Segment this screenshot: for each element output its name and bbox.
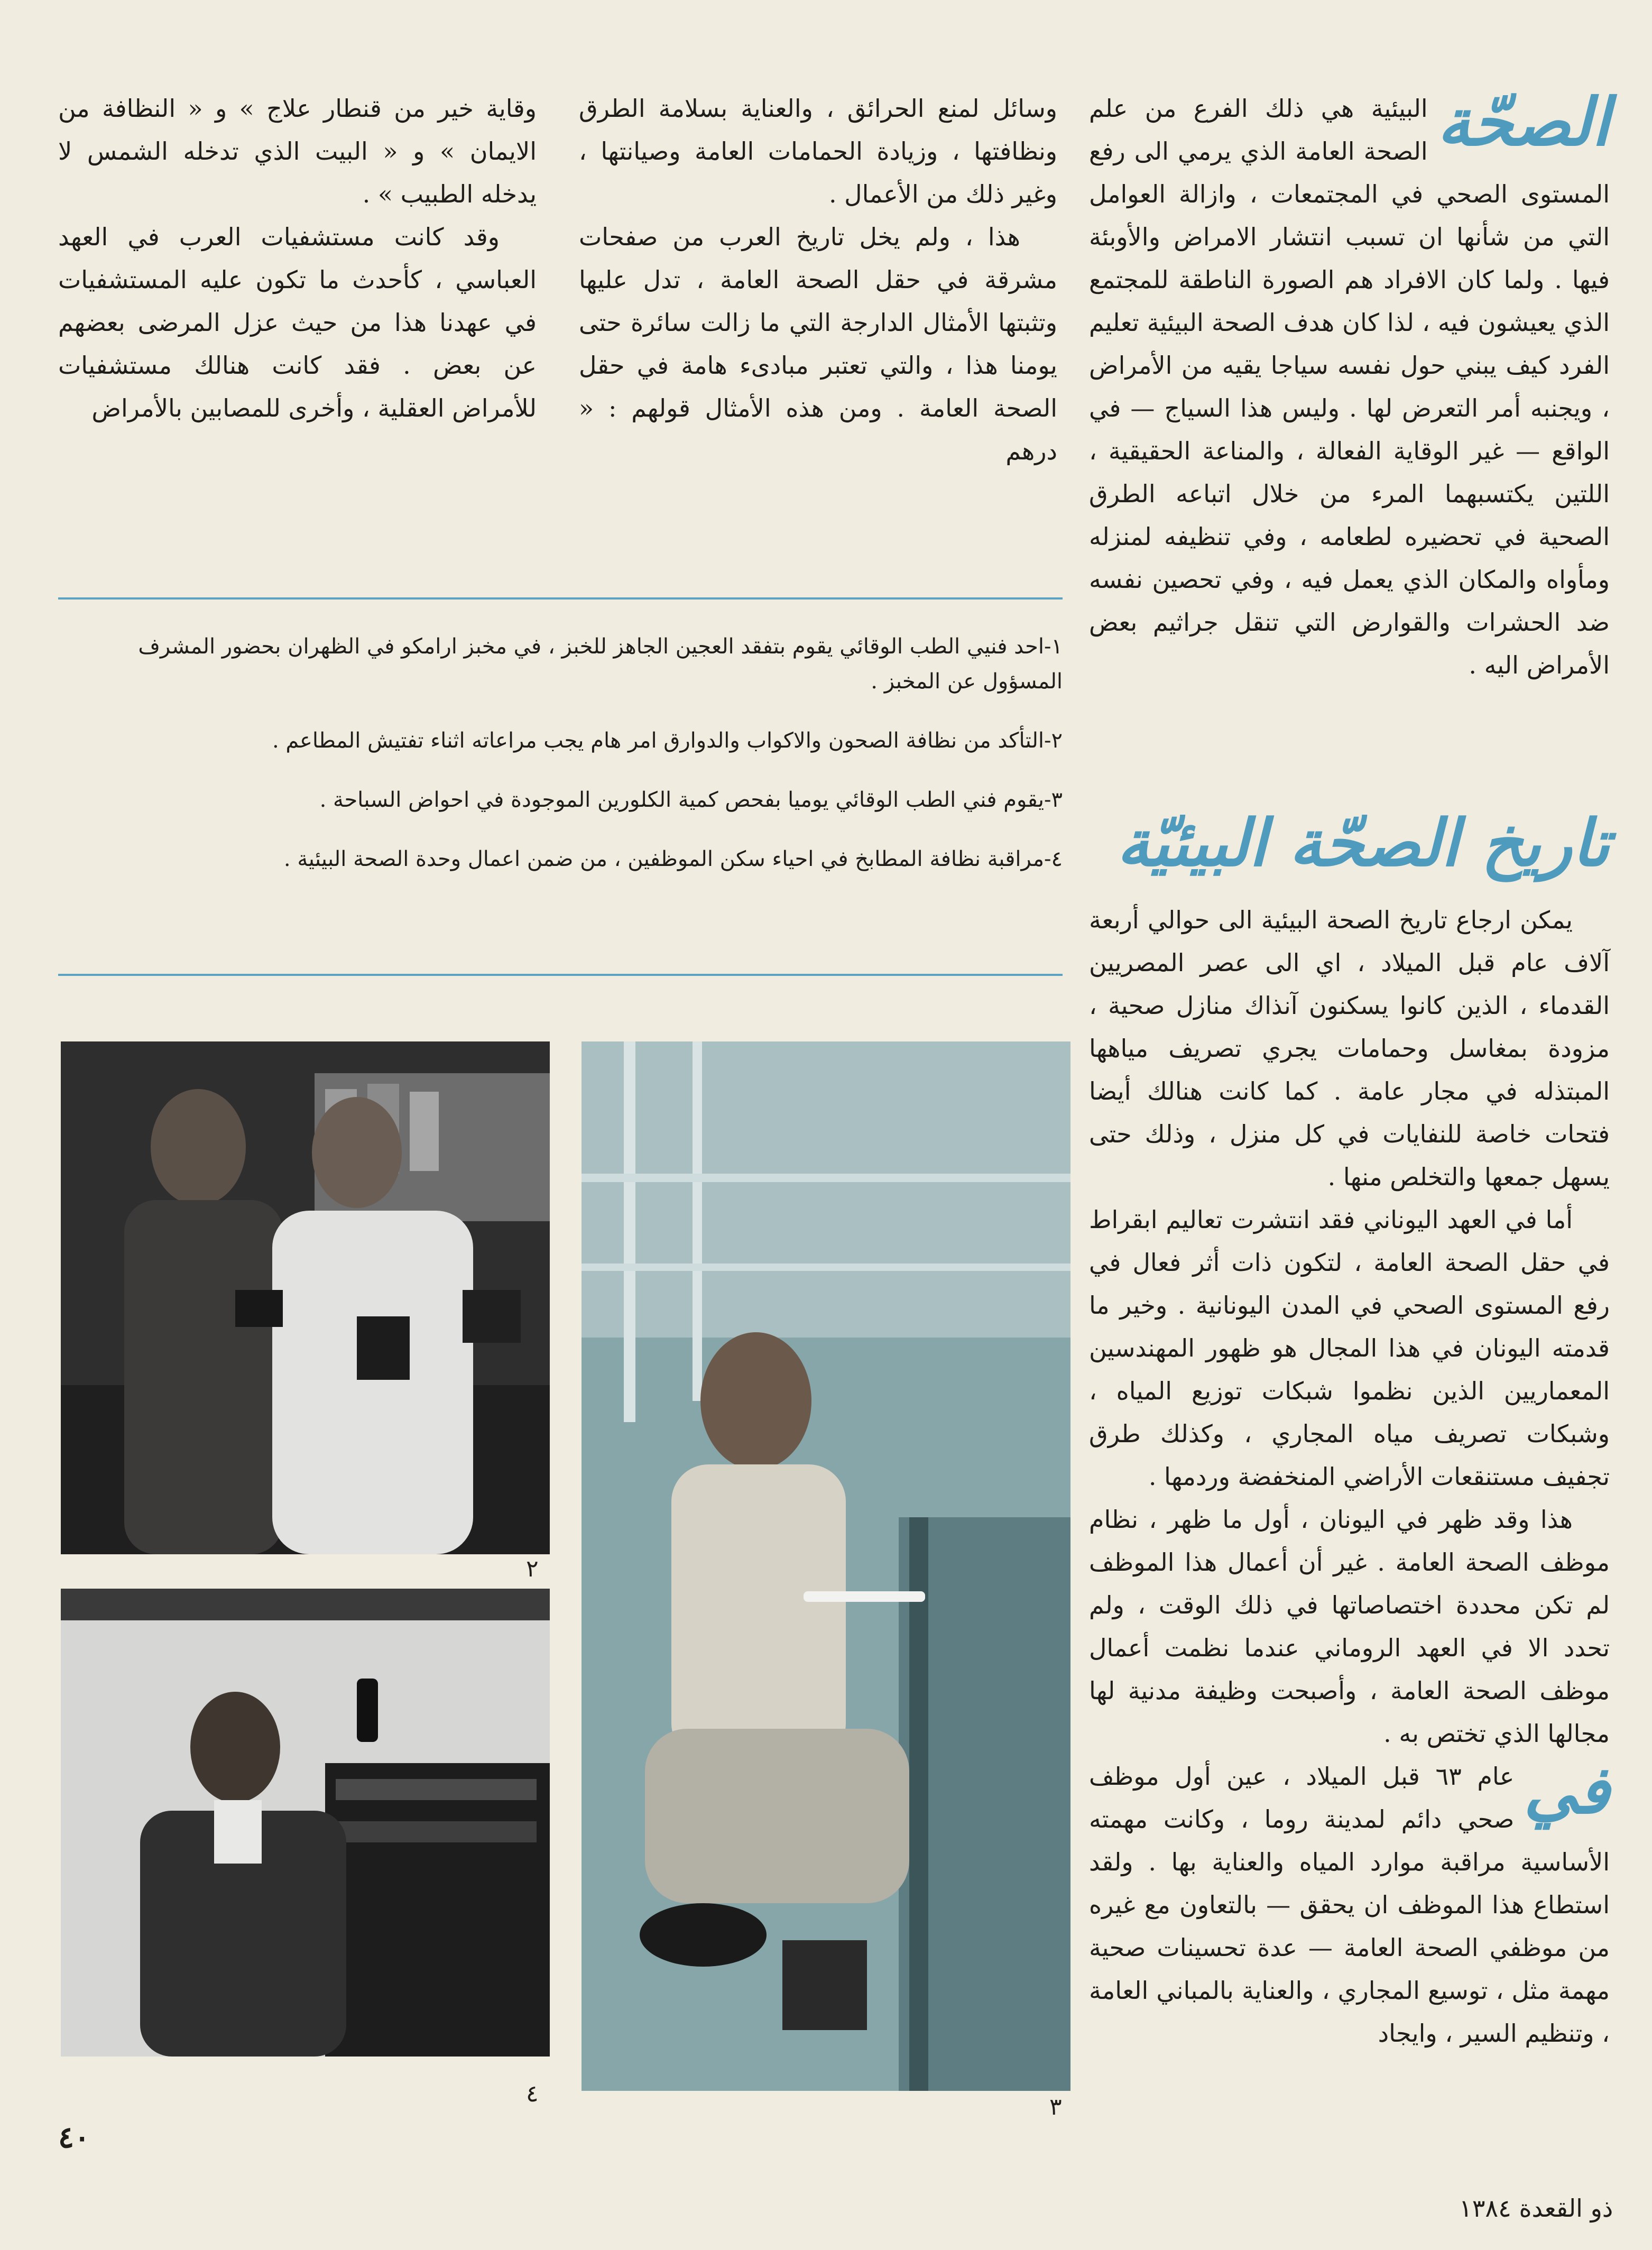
caption-3: ٣-يقوم فني الطب الوقائي يوميا بفحص كمية الكلورين الموجودة في احواض السباحة . <box>319 788 1063 812</box>
history-paragraph-2: أما في العهد اليوناني فقد انتشرت تعاليم ابقراط في حقل الصحة العامة ، لتكون ذات أثر فعال في رفع المستوى الصحي في المدن اليونانية . وخير ما قدمته اليونان في هذا المجال هو ظهور المهندسين المعماريين الذين نظموا شبكات توزيع المياه ، وشبكات تصريف مياه المجاري ، وكذلك طرق تجفيف مستنقعات الأراضي المنخفضة وردمها . <box>1089 1205 1610 1491</box>
photo-restaurant-inspection <box>61 1041 550 1554</box>
caption-rule-bottom <box>58 974 1063 976</box>
left-column <box>58 87 537 430</box>
photo-restaurant-inspection-image <box>61 1041 550 1554</box>
photo-pool-chlorine-check-image <box>582 1041 1070 2091</box>
issue-date: ذو القعدة ١٣٨٤ <box>1459 2194 1613 2223</box>
photo-pool-chlorine-check <box>582 1041 1070 2091</box>
section-heading: تاريخ الصحّة البيئيّة <box>1116 806 1610 881</box>
intro-lead-word: الصحّة <box>1437 85 1610 161</box>
photo-number-4: ٤ <box>526 2080 539 2107</box>
history-column <box>1089 899 1610 2055</box>
photo-number-3: ٣ <box>1049 2094 1062 2120</box>
intro-text: البيئية هي ذلك الفرع من علم الصحة العامة الذي يرمي الى رفع المستوى الصحي في المجتمعات ، وازالة العوامل التي من شأنها ان تسبب انتشار الامراض والأوبئة فيها . ولما كان الافراد هم الصورة الناطقة للمجتمع الذي يعيشون فيه ، لذا كان هدف الصحة البيئية تعليم الفرد كيف يبني حول نفسه سياجا يقيه من الأمراض ، ويجنبه أمر التعرض لها . وليس هذا السياج — في الواقع — غير الوقاية الفعالة ، والمناعة الحقيقية ، اللتين يكتسبهما المرء من خلال اتباعه الطرق الصحية في تحضيره لطعامه ، وفي تنظيفه لمنزله ومأواه والمكان الذي يعمل فيه ، وفي تحصين نفسه ضد الحشرات والقوارض التي تنقل جراثيم بعض الأمراض اليه . <box>1089 94 1610 679</box>
photo-kitchen-inspection-image <box>61 1589 550 2057</box>
middle-column <box>579 87 1057 473</box>
intro-column <box>1089 87 1610 687</box>
caption-4: ٤-مراقبة نظافة المطابخ في احياء سكن الموظفين ، من ضمن اعمال وحدة الصحة البيئية . <box>283 847 1063 871</box>
history-paragraph-4: عام ٦٣ قبل الميلاد ، عين أول موظف صحي دائم لمدينة روما ، وكانت مهمته الأساسية مراقبة موارد المياه والعناية بها . ولقد استطاع هذا الموظف ان يحقق — بالتعاون مع غيره من موظفي الصحة العامة — عدة تحسينات صحية مهمة مثل ، توسيع المجاري ، والعناية بالمباني العامة ، وتنظيم السير ، وايجاد <box>1089 1762 1610 2048</box>
middle-paragraph-2: هذا ، ولم يخل تاريخ العرب من صفحات مشرقة في حقل الصحة العامة ، تدل عليها وتثبتها الأمثال الدارجة التي ما زالت سائرة حتى يومنا هذا ، والتي تعتبر مبادىء هامة في حقل الصحة العامة . ومن هذه الأمثال قولهم : « درهم <box>579 223 1057 465</box>
page-number: ٤٠ <box>58 2120 90 2155</box>
middle-paragraph-1: وسائل لمنع الحرائق ، والعناية بسلامة الطرق ونظافتها ، وزيادة الحمامات العامة وصيانتها ، وغير ذلك من الأعمال . <box>579 94 1057 208</box>
caption-2: ٢-التأكد من نظافة الصحون والاكواب والدوارق امر هام يجب مراعاته اثناء تفتيش المطاعم . <box>272 729 1063 753</box>
history-paragraph-1: يمكن ارجاع تاريخ الصحة البيئية الى حوالي أربعة آلاف عام قبل الميلاد ، اي الى عصر المصريين القدماء ، الذين كانوا يسكنون آنذاك منازل صحية ، مزودة بمغاسل وحمامات يجري تصريف مياهها المبتذله في مجار عامة . كما كانت هنالك أيضا فتحات خاصة للنفايات في كل منزل ، وذلك حتى يسهل جمعها والتخلص منها . <box>1089 906 1610 1191</box>
photo-kitchen-inspection <box>61 1589 550 2057</box>
left-paragraph-2: وقد كانت مستشفيات العرب في العهد العباسي ، كأحدث ما تكون عليه المستشفيات في عهدنا هذا من حيث عزل المرضى بعضهم عن بعض . فقد كانت هنالك مستشفيات للأمراض العقلية ، وأخرى للمصابين بالأمراض <box>58 223 537 422</box>
history-lead-word: في <box>1524 1753 1610 1829</box>
left-paragraph-1: وقاية خير من قنطار علاج » و « النظافة من الايمان » و « البيت الذي تدخله الشمس لا يدخله الطبيب » . <box>58 94 537 208</box>
history-paragraph-3: هذا وقد ظهر في اليونان ، أول ما ظهر ، نظام موظف الصحة العامة . غير أن أعمال هذا الموظف لم تكن محددة اختصاصاتها في ذلك الوقت ، ولم تحدد الا في العهد الروماني عندما نظمت أعمال موظف الصحة العامة ، وأصبحت وظيفة مدنية لها مجالها الذي تختص به . <box>1089 1505 1610 1748</box>
caption-rule-top <box>58 597 1063 600</box>
captions-block <box>58 629 1063 901</box>
photo-number-2: ٢ <box>526 1555 539 1582</box>
caption-1: ١-احد فنيي الطب الوقائي يقوم بتفقد العجين الجاهز للخبز ، في مخبز ارامكو في الظهران بحضور المشرف المسؤول عن المخبز . <box>138 634 1063 694</box>
